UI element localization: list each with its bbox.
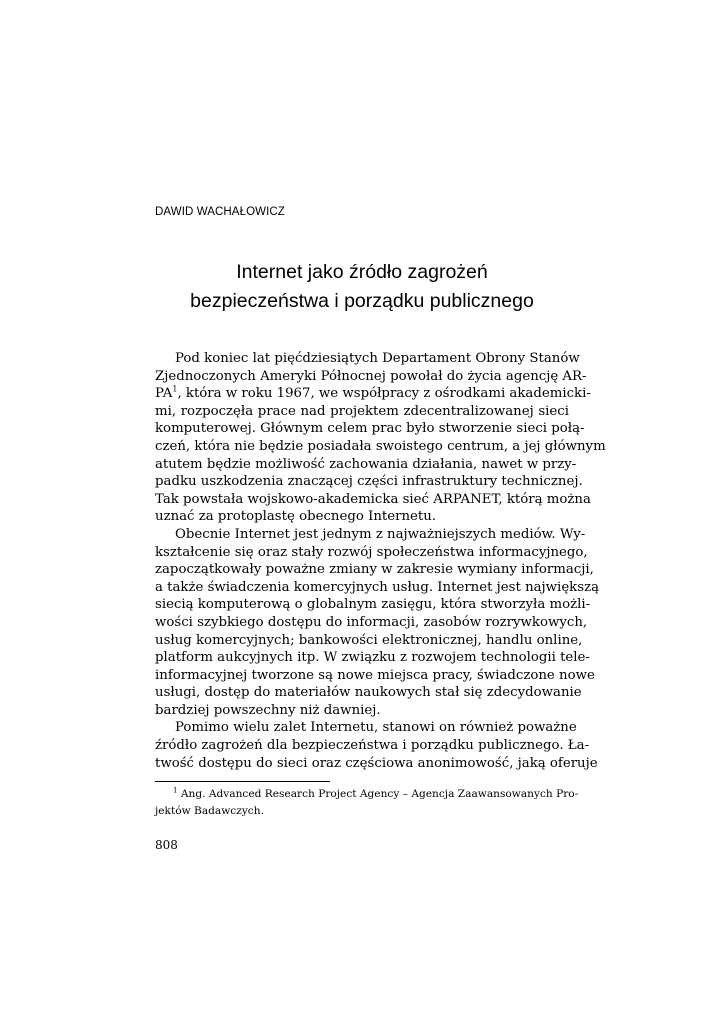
body-text-fragment: , która w roku 1967, we współpracy z ośrodkami akademicki- bbox=[177, 386, 591, 402]
title-line-1: Internet jako źródło zagrożeń bbox=[236, 261, 488, 283]
footnote-line: jektów Badawczych. bbox=[155, 805, 264, 817]
body-line: kształcenie się oraz stały rozwój społeczeństwa informacyjnego, bbox=[155, 544, 588, 560]
body-line: Tak powstała wojskowo-akademicka sieć ARPANET, którą można bbox=[155, 491, 591, 507]
body-line: a także świadczenia komercyjnych usług. Internet jest największą bbox=[155, 579, 599, 595]
footnote-reference: 1 bbox=[172, 384, 178, 394]
body-line bbox=[155, 384, 591, 403]
footnote-marker: 1 bbox=[173, 786, 178, 795]
article-title bbox=[155, 258, 569, 316]
footnote bbox=[155, 786, 579, 820]
body-line: bardziej powszechny niż dawniej. bbox=[155, 702, 381, 718]
footnote-line bbox=[155, 786, 579, 803]
body-line: Pod koniec lat pięćdziesiątych Departament Obrony Stanów bbox=[175, 351, 580, 366]
body-line: uznać za protoplastę obecnego Internetu. bbox=[155, 509, 437, 525]
body-line: usługi, dostęp do materiałów naukowych stał się zdecydowanie bbox=[155, 685, 582, 701]
body-line: atutem będzie możliwość zachowania działania, nawet w przy- bbox=[155, 456, 577, 472]
article-body bbox=[155, 350, 606, 772]
author-name: DAWID WACHAŁOWICZ bbox=[155, 206, 285, 218]
body-line: Pomimo wielu zalet Internetu, stanowi on również poważne bbox=[175, 720, 577, 736]
body-line: zapoczątkowały poważne zmiany w zakresie wymiany informacji, bbox=[155, 562, 594, 578]
body-line: wości szybkiego dostępu do informacji, zasobów rozrywkowych, bbox=[155, 614, 588, 630]
body-line: Zjednoczonych Ameryki Północnej powołał do życia agencję AR- bbox=[155, 368, 587, 384]
body-line: mi, rozpoczęła prace nad projektem zdecentralizowanej sieci bbox=[155, 403, 569, 419]
footnote-separator bbox=[155, 781, 330, 782]
body-line: twość dostępu do sieci oraz częściowa anonimowość, jaką oferuje bbox=[155, 755, 598, 771]
body-line: padku uszkodzenia znaczącej części infrastruktury technicznej. bbox=[155, 474, 583, 490]
body-text-fragment: PA bbox=[155, 386, 173, 402]
body-line: komputerowej. Głównym celem prac było stworzenie sieci połą- bbox=[155, 421, 585, 437]
page-number: 808 bbox=[155, 838, 178, 852]
body-line: siecią komputerową o globalnym zasięgu, która stworzyła możli- bbox=[155, 597, 591, 613]
footnote-text: Ang. Advanced Research Project Agency – Agencja Zaawansowanych Pro- bbox=[180, 788, 579, 800]
body-line: czeń, która nie będzie posiadała swoistego centrum, a jej głównym bbox=[155, 438, 606, 454]
body-line: informacyjnej tworzone są nowe miejsca pracy, świadczone nowe bbox=[155, 667, 595, 683]
title-line-2: bezpieczeństwa i porządku publicznego bbox=[190, 290, 534, 312]
body-line: Obecnie Internet jest jednym z najważniejszych mediów. Wy- bbox=[175, 526, 586, 542]
body-line: źródło zagrożeń dla bezpieczeństwa i porządku publicznego. Ła- bbox=[155, 738, 590, 754]
body-line: platform aukcyjnych itp. W związku z rozwojem technologii tele- bbox=[155, 650, 590, 666]
body-line: usług komercyjnych; bankowości elektronicznej, handlu online, bbox=[155, 632, 583, 648]
